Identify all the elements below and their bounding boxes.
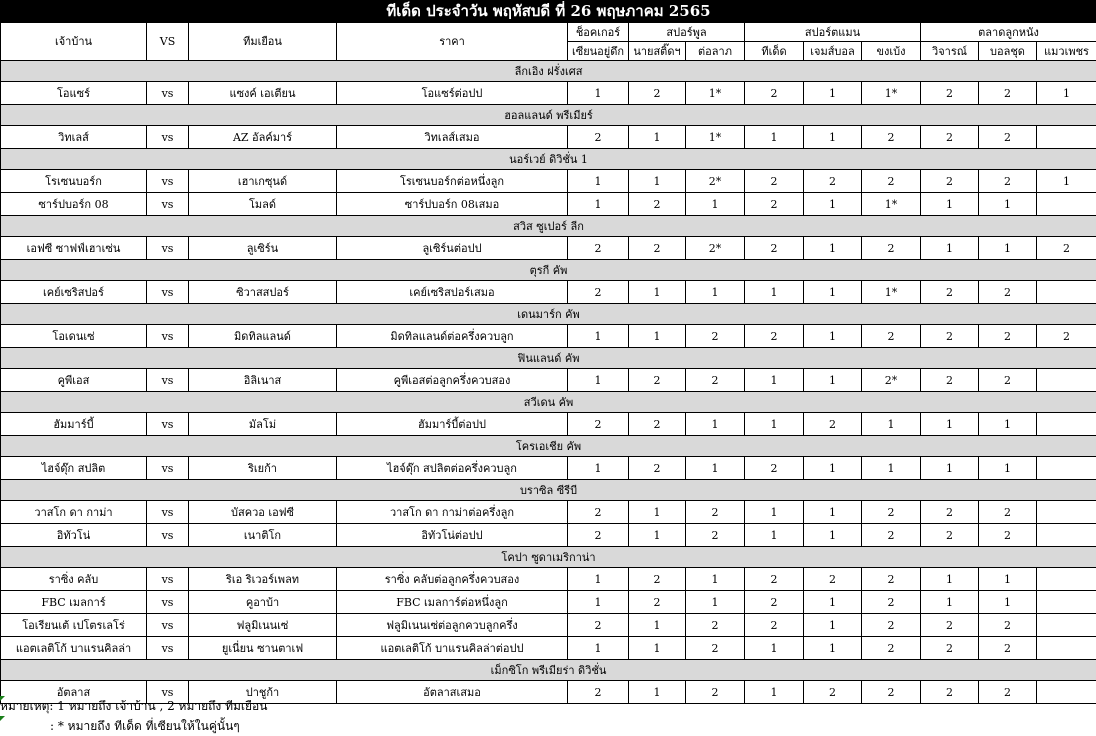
pick-cell: 2 [921, 82, 979, 105]
pick-cell [1037, 524, 1096, 547]
vs-label: vs [147, 82, 189, 105]
price-line: อิทัวโน่ต่อปป [337, 524, 568, 547]
pick-cell: 1 [862, 413, 921, 436]
pick-cell: 1 [745, 369, 804, 392]
pick-cell: 2 [629, 237, 686, 260]
league-name: ลีกเอิง ฝรั่งเศส [1, 61, 1096, 82]
pick-cell: 1 [745, 413, 804, 436]
group-header-sportsman: สปอร์ตแมน [745, 23, 921, 42]
pick-cell: 2 [862, 637, 921, 660]
home-team: เอฟซี ซาฟฟ์เฮาเซ่น [1, 237, 147, 260]
league-row [1, 61, 1096, 82]
pick-cell: 1 [804, 524, 862, 547]
vs-label: vs [147, 170, 189, 193]
away-team: มิดทิลแลนด์ [189, 325, 337, 348]
vs-label: vs [147, 681, 189, 704]
pick-cell: 1 [686, 591, 745, 614]
pick-cell: 2 [745, 614, 804, 637]
pick-cell: 2 [1037, 325, 1096, 348]
match-row [1, 524, 1096, 547]
pick-cell: 2 [745, 237, 804, 260]
pick-cell: 1 [804, 126, 862, 149]
pick-cell: 2 [568, 524, 629, 547]
league-row [1, 436, 1096, 457]
match-row [1, 325, 1096, 348]
pick-cell: 1 [568, 193, 629, 216]
home-team: อัตลาส [1, 681, 147, 704]
pick-cell: 2 [568, 413, 629, 436]
pick-cell: 1 [979, 413, 1037, 436]
match-row [1, 82, 1096, 105]
pick-cell: 1 [629, 637, 686, 660]
league-row [1, 304, 1096, 325]
tipster-header: ทีเด็ด [745, 42, 804, 61]
league-name: สวิส ซูเปอร์ ลีก [1, 216, 1096, 237]
home-team: วาสโก ดา กาม่า [1, 501, 147, 524]
pick-cell: 2 [921, 614, 979, 637]
league-name: เม็กซิโก พรีเมียร่า ดิวิชั่น [1, 660, 1096, 681]
group-header-football-market: ตลาดลูกหนัง [921, 23, 1096, 42]
pick-cell: 2 [804, 413, 862, 436]
pick-cell: 1 [745, 524, 804, 547]
league-name: ตุรกี คัพ [1, 260, 1096, 281]
pick-cell: 2 [686, 637, 745, 660]
away-team: อิลิเนาส [189, 369, 337, 392]
footnote-legend: หมายเหตุ: 1 หมายถึง เจ้าบ้าน , 2 หมายถึง ทีมเยือน [0, 696, 267, 716]
match-row [1, 637, 1096, 660]
match-row [1, 281, 1096, 304]
away-team: ซิวาสสปอร์ [189, 281, 337, 304]
price-line: มิดทิลแลนด์ต่อครึ่งควบลูก [337, 325, 568, 348]
pick-cell: 1 [804, 501, 862, 524]
home-team: FBC เมลการ์ [1, 591, 147, 614]
pick-cell: 1 [921, 413, 979, 436]
pick-cell [1037, 637, 1096, 660]
away-team: ริเยก้า [189, 457, 337, 480]
pick-cell: 2 [921, 281, 979, 304]
pick-cell [1037, 193, 1096, 216]
home-team: โรเซนบอร์ก [1, 170, 147, 193]
pick-cell: 1* [862, 281, 921, 304]
pick-cell: 2 [804, 568, 862, 591]
league-name: บราซิล ซีรีบี [1, 480, 1096, 501]
pick-cell: 1 [568, 637, 629, 660]
pick-cell: 1 [629, 170, 686, 193]
away-team: โมลด์ [189, 193, 337, 216]
price-line: เคย์เซริสปอร์เสมอ [337, 281, 568, 304]
pick-cell: 1 [921, 193, 979, 216]
pick-cell: 1 [804, 281, 862, 304]
footnote-star: : * หมายถึง ทีเด็ด ที่เซียนให้ในคู่นั้นๆ [0, 716, 267, 736]
home-team: โอแซร์ [1, 82, 147, 105]
price-line: ฟลูมิเนนเซ่ต่อลูกควบลูกครึ่ง [337, 614, 568, 637]
pick-cell: 1 [568, 325, 629, 348]
pick-cell: 1* [686, 82, 745, 105]
league-row [1, 149, 1096, 170]
pick-cell: 1 [804, 614, 862, 637]
away-team: เฮาเกซุนด์ [189, 170, 337, 193]
price-line: โรเซนบอร์กต่อหนึ่งลูก [337, 170, 568, 193]
pick-cell: 1* [862, 82, 921, 105]
pick-cell [1037, 591, 1096, 614]
pick-cell [1037, 614, 1096, 637]
home-team: วิทเลส์ [1, 126, 147, 149]
pick-cell: 2 [629, 193, 686, 216]
pick-cell: 2* [686, 170, 745, 193]
pick-cell: 1* [862, 193, 921, 216]
vs-label: vs [147, 614, 189, 637]
pick-cell: 2 [686, 369, 745, 392]
league-row [1, 105, 1096, 126]
pick-cell: 2 [862, 325, 921, 348]
match-row [1, 193, 1096, 216]
vs-label: vs [147, 413, 189, 436]
pick-cell: 2 [862, 237, 921, 260]
pick-cell: 2 [804, 681, 862, 704]
pick-cell: 1 [745, 637, 804, 660]
pick-cell [1037, 568, 1096, 591]
home-team: อิทัวโน่ [1, 524, 147, 547]
away-team: บัสควอ เอฟซี [189, 501, 337, 524]
pick-cell: 2 [862, 170, 921, 193]
pick-cell: 1 [629, 281, 686, 304]
pick-cell: 2 [686, 614, 745, 637]
pick-cell: 1 [686, 413, 745, 436]
away-team: ฟลูมิเนนเซ่ [189, 614, 337, 637]
away-team: แซงค์ เอเตียน [189, 82, 337, 105]
vs-label: vs [147, 126, 189, 149]
pick-cell: 2 [629, 591, 686, 614]
home-team: ราซิ่ง คลับ [1, 568, 147, 591]
pick-cell: 1 [686, 568, 745, 591]
pick-cell: 2 [921, 501, 979, 524]
price-line: วิทเลส์เสมอ [337, 126, 568, 149]
pick-cell: 2 [686, 681, 745, 704]
away-team: ยูเนี่ยน ซานตาเฟ [189, 637, 337, 660]
pick-cell: 1 [804, 325, 862, 348]
price-line: FBC เมลการ์ต่อหนึ่งลูก [337, 591, 568, 614]
price-line: อัตลาสเสมอ [337, 681, 568, 704]
pick-cell: 1 [862, 457, 921, 480]
pick-cell: 2 [568, 614, 629, 637]
pick-cell: 1 [804, 369, 862, 392]
league-name: สวีเดน คัพ [1, 392, 1096, 413]
pick-cell: 2 [862, 568, 921, 591]
vs-header: VS [147, 23, 189, 61]
vs-label: vs [147, 524, 189, 547]
league-row [1, 547, 1096, 568]
pick-cell: 1* [686, 126, 745, 149]
pick-cell: 2* [862, 369, 921, 392]
pick-cell: 2 [921, 681, 979, 704]
pick-cell: 1 [979, 193, 1037, 216]
away-team: คูอาบ้า [189, 591, 337, 614]
match-row [1, 457, 1096, 480]
away-team: ปาชูก้า [189, 681, 337, 704]
tipster-header: เซียนอยู่ดึก [568, 42, 629, 61]
price-line: ฮัมมาร์บี้ต่อปป [337, 413, 568, 436]
vs-label: vs [147, 193, 189, 216]
footnotes [0, 696, 267, 736]
pick-cell: 1 [804, 457, 862, 480]
pick-cell: 1 [1037, 170, 1096, 193]
pick-cell: 1 [979, 237, 1037, 260]
pick-cell: 2 [862, 524, 921, 547]
vs-label: vs [147, 568, 189, 591]
pick-cell: 2 [979, 82, 1037, 105]
match-row [1, 413, 1096, 436]
pick-cell: 2 [568, 281, 629, 304]
pick-cell: 2 [686, 501, 745, 524]
pick-cell: 2 [921, 524, 979, 547]
group-header-sporepool: สปอร์พูล [629, 23, 745, 42]
price-line: ซาร์ปบอร์ก 08เสมอ [337, 193, 568, 216]
vs-label: vs [147, 637, 189, 660]
pick-cell: 2 [629, 413, 686, 436]
tipster-header: เจมส์บอล [804, 42, 862, 61]
price-line: ลูเซิร์นต่อปป [337, 237, 568, 260]
pick-cell: 2 [568, 501, 629, 524]
pick-cell: 1 [745, 501, 804, 524]
match-row [1, 237, 1096, 260]
pick-cell: 1 [629, 681, 686, 704]
pick-cell: 1 [629, 501, 686, 524]
pick-cell: 2 [568, 681, 629, 704]
pick-cell: 1 [804, 193, 862, 216]
price-line: ราซิ่ง คลับต่อลูกครึ่งควบสอง [337, 568, 568, 591]
pick-cell [1037, 281, 1096, 304]
vs-label: vs [147, 369, 189, 392]
pick-cell: 2 [804, 170, 862, 193]
pick-cell [1037, 501, 1096, 524]
away-team: ริเอ ริเวอร์เพลท [189, 568, 337, 591]
tipster-header: ต่อลาภ [686, 42, 745, 61]
vs-label: vs [147, 281, 189, 304]
match-row [1, 614, 1096, 637]
pick-cell: 2 [979, 369, 1037, 392]
match-row [1, 170, 1096, 193]
home-header: เจ้าบ้าน [1, 23, 147, 61]
pick-cell: 1 [686, 457, 745, 480]
home-team: ซาร์ปบอร์ก 08 [1, 193, 147, 216]
vs-label: vs [147, 237, 189, 260]
league-name: โคปา ซูดาเมริกาน่า [1, 547, 1096, 568]
pick-cell: 2 [862, 614, 921, 637]
pick-cell: 1 [745, 281, 804, 304]
pick-cell [1037, 126, 1096, 149]
home-team: โอเรียนเต้ เปโตรเลโร่ [1, 614, 147, 637]
pick-cell: 1 [686, 193, 745, 216]
pick-cell: 1 [804, 237, 862, 260]
price-line: คูพีเอสต่อลูกครึ่งควบสอง [337, 369, 568, 392]
pick-cell: 1 [629, 524, 686, 547]
pick-cell [1037, 681, 1096, 704]
tipster-header: ขงเบ้ง [862, 42, 921, 61]
league-row [1, 392, 1096, 413]
pick-cell: 2 [862, 126, 921, 149]
away-header: ทีมเยือน [189, 23, 337, 61]
pick-cell: 1 [745, 126, 804, 149]
pick-cell: 2 [979, 281, 1037, 304]
tipster-header: บอลชุด [979, 42, 1037, 61]
tipster-header: วิจารณ์ [921, 42, 979, 61]
pick-cell: 1 [804, 637, 862, 660]
pick-cell: 2 [629, 457, 686, 480]
tipster-header: นายสติ๊ดฯ [629, 42, 686, 61]
vs-label: vs [147, 325, 189, 348]
match-row [1, 126, 1096, 149]
pick-cell: 1 [568, 568, 629, 591]
pick-cell: 2 [979, 126, 1037, 149]
pick-cell: 1 [568, 170, 629, 193]
pick-cell: 1 [745, 681, 804, 704]
pick-cell [1037, 369, 1096, 392]
pick-cell: 1 [921, 457, 979, 480]
pick-cell: 2 [921, 170, 979, 193]
match-row [1, 591, 1096, 614]
pick-cell: 1 [629, 126, 686, 149]
pick-cell: 2 [979, 681, 1037, 704]
price-line: วาสโก ดา กาม่าต่อครึ่งลูก [337, 501, 568, 524]
pick-cell: 2 [568, 126, 629, 149]
pick-cell: 2 [979, 524, 1037, 547]
league-name: นอร์เวย์ ดิวิชั่น 1 [1, 149, 1096, 170]
group-header-shocker: ช็อคเกอร์ [568, 23, 629, 42]
pick-cell [1037, 413, 1096, 436]
pick-cell: 1 [921, 237, 979, 260]
pick-cell: 2 [979, 637, 1037, 660]
price-line: โอแซร์ต่อปป [337, 82, 568, 105]
home-team: ไฮจ์ดุ๊ก สปลิต [1, 457, 147, 480]
pick-cell: 2 [686, 325, 745, 348]
pick-cell: 2 [979, 501, 1037, 524]
league-name: โครเอเชีย คัพ [1, 436, 1096, 457]
pick-cell: 2 [921, 637, 979, 660]
pick-cell: 1 [629, 325, 686, 348]
pick-cell: 2 [979, 614, 1037, 637]
pick-cell: 1 [921, 568, 979, 591]
page-title: ทีเด็ด ประจำวัน พฤหัสบดี ที่ 26 พฤษภาคม 2565 [1, 1, 1096, 23]
match-row [1, 501, 1096, 524]
vs-label: vs [147, 591, 189, 614]
price-line: แอตเลติโก้ บาแรนคิลล่าต่อปป [337, 637, 568, 660]
pick-cell: 2 [745, 591, 804, 614]
pick-cell: 1 [568, 82, 629, 105]
pick-cell [1037, 457, 1096, 480]
pick-cell: 2 [862, 681, 921, 704]
league-name: ฮอลแลนด์ พรีเมียร์ [1, 105, 1096, 126]
league-row [1, 260, 1096, 281]
pick-cell: 2 [979, 170, 1037, 193]
price-line: ไฮจ์ดุ๊ก สปลิตต่อครึ่งควบลูก [337, 457, 568, 480]
pick-cell: 1 [686, 281, 745, 304]
league-name: ฟินแลนด์ คัพ [1, 348, 1096, 369]
away-team: AZ อัลค์มาร์ [189, 126, 337, 149]
pick-cell: 2 [629, 369, 686, 392]
pick-cell: 1 [804, 591, 862, 614]
league-name: เดนมาร์ก คัพ [1, 304, 1096, 325]
pick-cell: 2 [629, 82, 686, 105]
pick-cell: 2 [921, 325, 979, 348]
league-row [1, 480, 1096, 501]
home-team: เคย์เซริสปอร์ [1, 281, 147, 304]
pick-cell: 1 [979, 568, 1037, 591]
pick-cell: 2 [745, 170, 804, 193]
tipster-header: แมวเพชร [1037, 42, 1096, 61]
pick-cell: 1 [629, 614, 686, 637]
pick-cell: 2 [745, 457, 804, 480]
pick-cell: 1 [979, 591, 1037, 614]
league-row [1, 348, 1096, 369]
pick-cell: 1 [568, 457, 629, 480]
pick-cell: 1 [568, 369, 629, 392]
pick-cell: 2 [745, 82, 804, 105]
home-team: คูพีเอส [1, 369, 147, 392]
pick-cell: 1 [804, 82, 862, 105]
home-team: ฮัมมาร์บี้ [1, 413, 147, 436]
away-team: มัลโม่ [189, 413, 337, 436]
pick-cell: 1 [568, 591, 629, 614]
pick-cell: 2* [686, 237, 745, 260]
league-row [1, 216, 1096, 237]
league-row [1, 660, 1096, 681]
pick-cell: 2 [745, 193, 804, 216]
price-header: ราคา [337, 23, 568, 61]
away-team: เนาติโก [189, 524, 337, 547]
home-team: แอตเลติโก้ บาแรนคิลล่า [1, 637, 147, 660]
match-row [1, 568, 1096, 591]
pick-cell: 2 [629, 568, 686, 591]
pick-cell: 2 [921, 126, 979, 149]
pick-cell: 1 [921, 591, 979, 614]
vs-label: vs [147, 501, 189, 524]
match-row [1, 369, 1096, 392]
pick-cell: 2 [686, 524, 745, 547]
pick-cell: 2 [921, 369, 979, 392]
pick-cell: 2 [745, 325, 804, 348]
pick-cell: 2 [1037, 237, 1096, 260]
pick-cell: 2 [745, 568, 804, 591]
pick-cell: 1 [1037, 82, 1096, 105]
away-team: ลูเซิร์น [189, 237, 337, 260]
pick-cell: 2 [568, 237, 629, 260]
home-team: โอเดนเซ่ [1, 325, 147, 348]
pick-cell: 2 [862, 501, 921, 524]
vs-label: vs [147, 457, 189, 480]
pick-cell: 2 [979, 325, 1037, 348]
pick-cell: 2 [862, 591, 921, 614]
pick-cell: 1 [979, 457, 1037, 480]
